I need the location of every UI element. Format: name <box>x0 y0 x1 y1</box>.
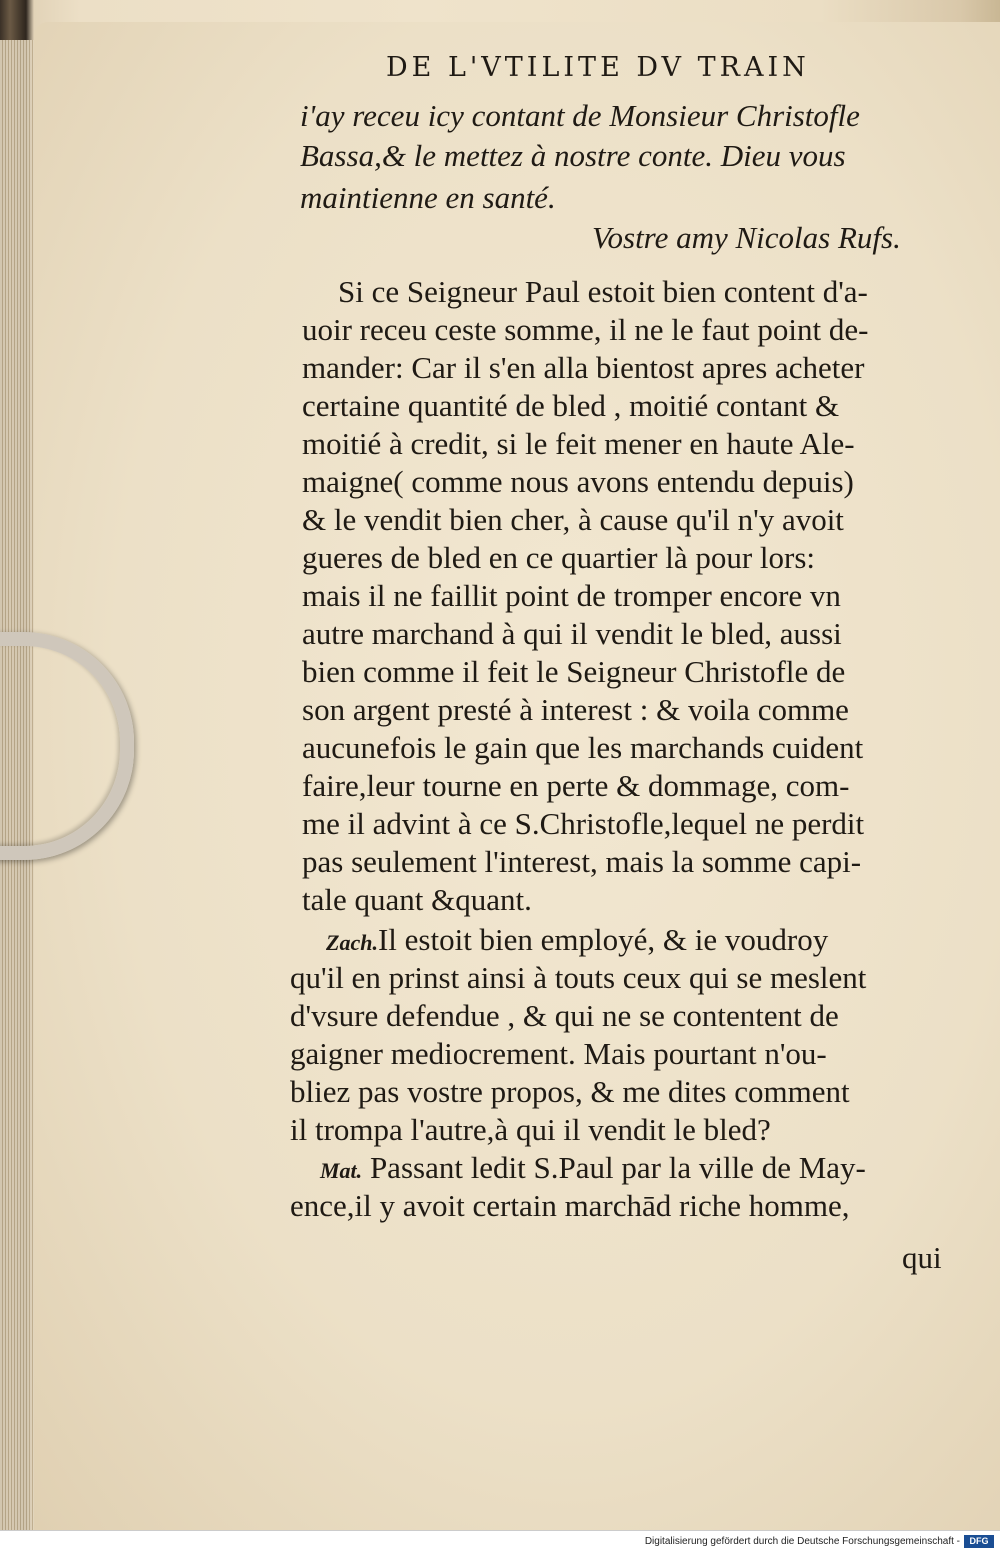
body-line: moitié à credit, si le feit mener en haute Ale- <box>302 426 855 461</box>
body-line: uoir receu ceste somme, il ne le faut point de- <box>302 312 869 347</box>
body-line: & le vendit bien cher, à cause qu'il n'y avoit <box>302 502 844 537</box>
letter-line: i'ay receu icy contant de Monsieur Christofle <box>300 98 860 133</box>
letter-line: Bassa,& le mettez à nostre conte. Dieu vous <box>300 138 846 173</box>
body-line: tale quant &quant. <box>302 882 532 917</box>
body-line: maigne( comme nous avons entendu depuis) <box>302 464 854 499</box>
body-line: certaine quantité de bled , moitié contant & <box>302 388 840 423</box>
digitization-footer <box>0 1530 1000 1553</box>
body-line: gueres de bled en ce quartier là pour lors: <box>302 540 816 575</box>
footer-credit: Digitalisierung gefördert durch die Deutsche Forschungsgemeinschaft - <box>644 1536 960 1547</box>
letter-signature: Vostre amy Nicolas Rufs. <box>592 220 901 255</box>
body-line: pas seulement l'interest, mais la somme capi- <box>302 844 862 879</box>
body-line: faire,leur tourne en perte & dommage, com- <box>302 768 850 803</box>
body-line: d'vsure defendue , & qui ne se contentent de <box>290 998 839 1033</box>
catchword: qui <box>902 1240 942 1275</box>
body-line: bliez pas vostre propos, & me dites comment <box>290 1074 850 1109</box>
letter-line: maintienne en santé. <box>300 180 556 215</box>
dialogue-line <box>320 1150 866 1186</box>
mat-text: Passant ledit S.Paul par la ville de May- <box>369 1150 866 1185</box>
body-line: autre marchand à qui il vendit le bled, aussi <box>302 616 842 651</box>
body-line: bien comme il feit le Seigneur Christofle de <box>302 654 846 689</box>
body-line: mander: Car il s'en alla bientost apres acheter <box>302 350 865 385</box>
dfg-logo: DFG <box>964 1535 994 1548</box>
zach-text: Il estoit bien employé, & ie voudroy <box>377 922 829 957</box>
body-line: qu'il en prinst ainsi à touts ceux qui se meslent <box>290 960 867 995</box>
body-line: me il advint à ce S.Christofle,lequel ne perdit <box>302 806 865 841</box>
body-line: mais il ne faillit point de tromper encore vn <box>302 578 841 613</box>
body-line: son argent presté à interest : & voila comme <box>302 692 849 727</box>
body-line: aucunefois le gain que les marchands cuident <box>302 730 864 765</box>
running-head: DE L'VTILITE DV TRAIN <box>386 52 810 83</box>
body-line: gaigner mediocrement. Mais pourtant n'ou- <box>290 1036 827 1071</box>
dialogue-line <box>326 922 828 958</box>
body-line: il trompa l'autre,à qui il vendit le bled? <box>290 1112 771 1147</box>
speaker-zach: Zach. <box>326 930 378 955</box>
body-line: ence,il y avoit certain marchād riche homme, <box>290 1188 850 1223</box>
body-line: Si ce Seigneur Paul estoit bien content d'a- <box>338 274 868 309</box>
speaker-mat: Mat. <box>320 1158 363 1183</box>
